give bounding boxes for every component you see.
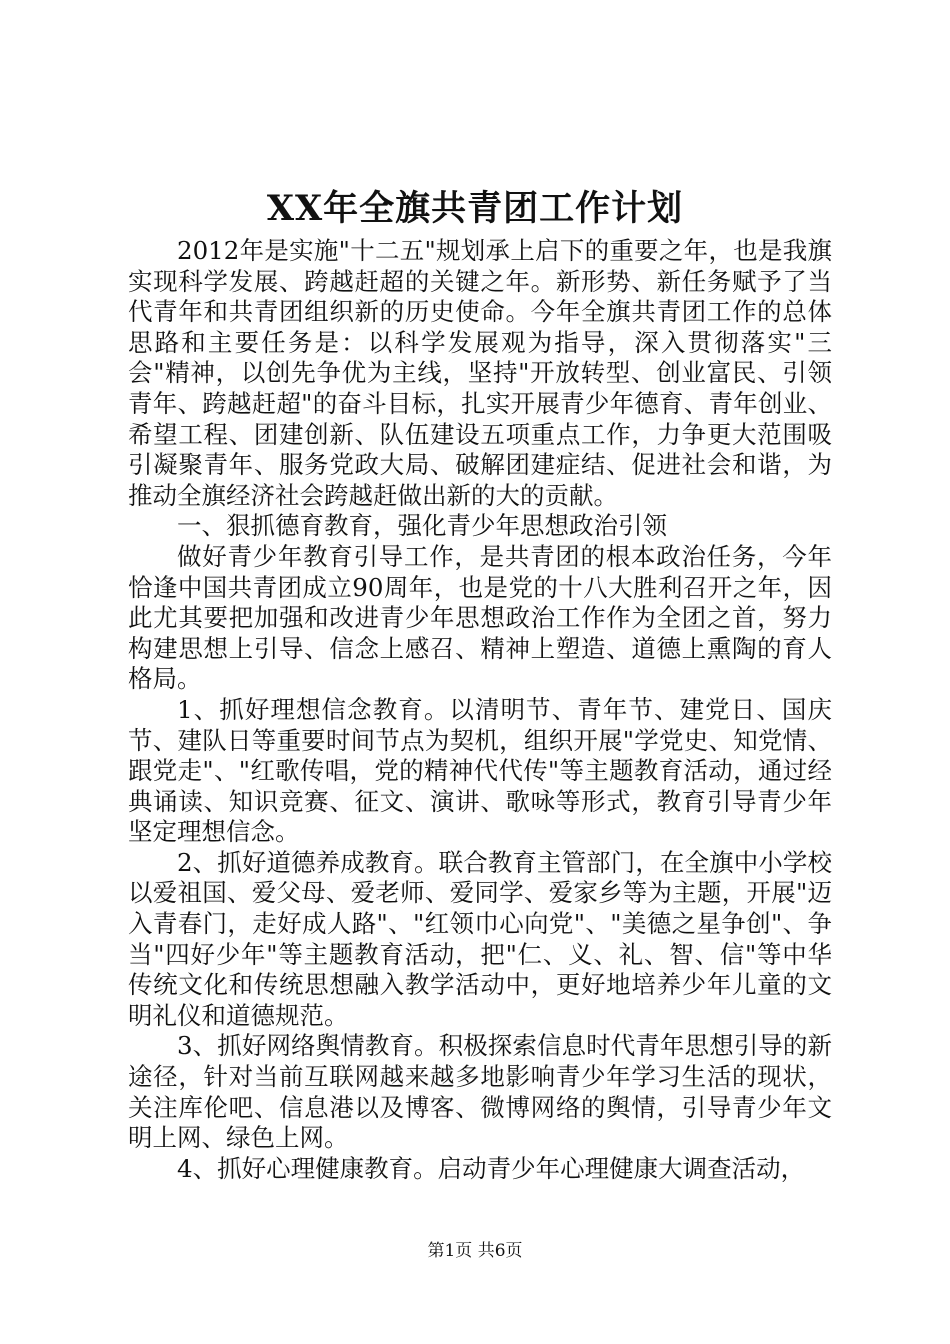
document-title: XX年全旗共青团工作计划 <box>266 188 684 229</box>
paragraph-intro: 2012年是实施"十二五"规划承上启下的重要之年，也是我旗实现科学发展、跨越赶超的关键之年。新形势、新任务赋予了当代青年和共青团组织新的历史使命。今年全旗共青团工作的总体思路和主要任务是：以科学发展观为指导，深入贯彻落实"三会"精神，以创先争优为主线，坚持"开放转型、创业富民、引领青年、跨越赶超"的奋斗目标，扎实开展青少年德育、青年创业、希望工程、团建创新、队伍建设五项重点工作，力争更大范围吸引凝聚青年、服务党政大局、破解团建症结、促进社会和谐，为推动全旗经济社会跨越赶做出新的大的贡献。 <box>128 236 832 510</box>
paragraph-item-4: 4、抓好心理健康教育。启动青少年心理健康大调查活动， <box>177 1153 806 1183</box>
page-footer: 第1页 共6页 <box>427 1241 523 1261</box>
paragraph-item-1: 1、抓好理想信念教育。以清明节、青年节、建党日、国庆节、建队日等重要时间节点为契机，组织开展"学党史、知党情、跟党走"、"红歌传唱，党的精神代代传"等主题教育活动，通过经典诵读、知识竞赛、征文、演讲、歌咏等形式，教育引导青少年坚定理想信念。 <box>128 694 832 847</box>
paragraph-section-intro: 做好青少年教育引导工作，是共青团的根本政治任务，今年恰逢中国共青团成立90周年，也是党的十八大胜利召开之年，因此尤其要把加强和改进青少年思想政治工作作为全团之首，努力构建思想上引导、信念上感召、精神上塑造、道德上熏陶的育人格局。 <box>128 541 832 694</box>
section-heading: 一、狠抓德育教育，强化青少年思想政治引领 <box>177 511 667 541</box>
document-body <box>128 236 832 1184</box>
paragraph-item-2: 2、抓好道德养成教育。联合教育主管部门，在全旗中小学校以爱祖国、爱父母、爱老师、爱同学、爱家乡等为主题，开展"迈入青春门，走好成人路"、"红领巾心向党"、"美德之星争创"、争当"四好少年"等主题教育活动，把"仁、义、礼、智、信"等中华传统文化和传统思想融入教学活动中，更好地培养少年儿童的文明礼仪和道德规范。 <box>128 847 832 1030</box>
paragraph-item-3: 3、抓好网络舆情教育。积极探索信息时代青年思想引导的新途径，针对当前互联网越来越多地影响青少年学习生活的现状，关注库伦吧、信息港以及博客、微博网络的舆情，引导青少年文明上网、绿色上网。 <box>128 1031 832 1153</box>
